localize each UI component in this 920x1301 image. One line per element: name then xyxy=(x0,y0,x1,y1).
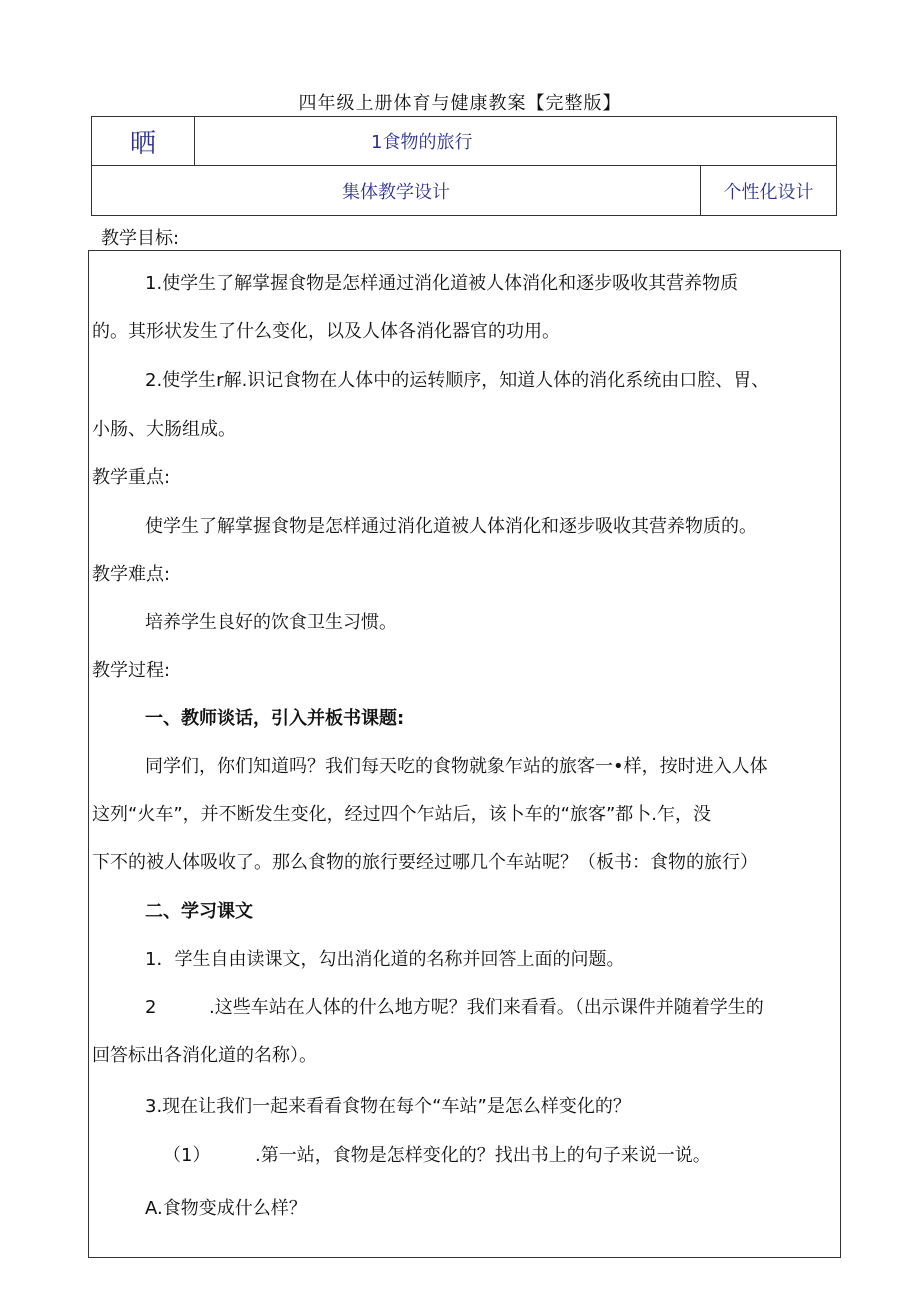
key-label: 教学重点: xyxy=(92,467,171,488)
difficulty-text: 培养学生良好的饮食卫生习惯。 xyxy=(145,612,397,633)
individual-design-heading: 个性化设计 xyxy=(723,181,814,203)
step1-line1: 同学们，你们知道吗？我们每天吃的食物就象乍站的旅客一•样，按时进入人体 xyxy=(145,756,768,777)
lesson-title: 1食物的旅行 xyxy=(371,132,473,153)
process-label: 教学过程: xyxy=(92,660,171,681)
step1-line2: 这列“火车”，并不断发生变化，经过四个乍站后，该卜车的“旅客”都卜.乍，没 xyxy=(92,804,712,825)
header-row-lesson xyxy=(91,116,837,166)
key-text: 使学生了解掌握食物是怎样通过消化道被人体消化和逐步吸收其营养物质的。 xyxy=(145,516,757,537)
step1-line3: 下不的被人体吸收了。那么食物的旅行要经过哪几个车站呢？（板书：食物的旅行） xyxy=(92,852,758,873)
goal2-line2: 小肠、大肠组成。 xyxy=(92,419,236,440)
item3: 3.现在让我们一起来看看食物在每个“车站”是怎么样变化的？ xyxy=(145,1096,631,1117)
lesson-cell: 晒 xyxy=(92,117,195,165)
step2-heading: 二、学习课文 xyxy=(145,901,253,922)
item2-number: 2 xyxy=(145,997,157,1018)
sub1-text: .第一站，食物是怎样变化的？找出书上的句子来说一说。 xyxy=(255,1145,711,1166)
sub-a: A.食物变成什么样？ xyxy=(145,1198,307,1219)
goal1-line1: 1.使学生了解掌握食物是怎样通过消化道被人体消化和逐步吸收其营养物质 xyxy=(145,273,739,294)
goals-label: 教学目标: xyxy=(101,228,180,249)
item2-line1: .这些车站在人体的什么地方呢？我们来看看。（出示课件并随着学生的 xyxy=(209,997,764,1018)
document-title: 四年级上册体育与健康教案【完整版】 xyxy=(298,93,622,114)
step1-heading: 一、教师谈话，引入并板书课题: xyxy=(145,708,405,729)
item1: 1．学生自由读课文，勾出消化道的名称并回答上面的问题。 xyxy=(145,949,625,970)
header-row-design xyxy=(91,165,837,216)
difficulty-label: 教学难点: xyxy=(92,564,171,585)
goal2-line1: 2.使学生r解.识记食物在人体中的运转顺序，知道人体的消化系统由口腔、胃、 xyxy=(145,370,770,391)
group-design-heading: 集体教学设计 xyxy=(92,166,701,215)
sub1-number: （1） xyxy=(163,1145,211,1166)
goal1-line2: 的。其形状发生了什么变化，以及人体各消化器官的功用。 xyxy=(92,321,560,342)
item2-line2: 回答标出各消化道的名称）。 xyxy=(92,1045,317,1066)
